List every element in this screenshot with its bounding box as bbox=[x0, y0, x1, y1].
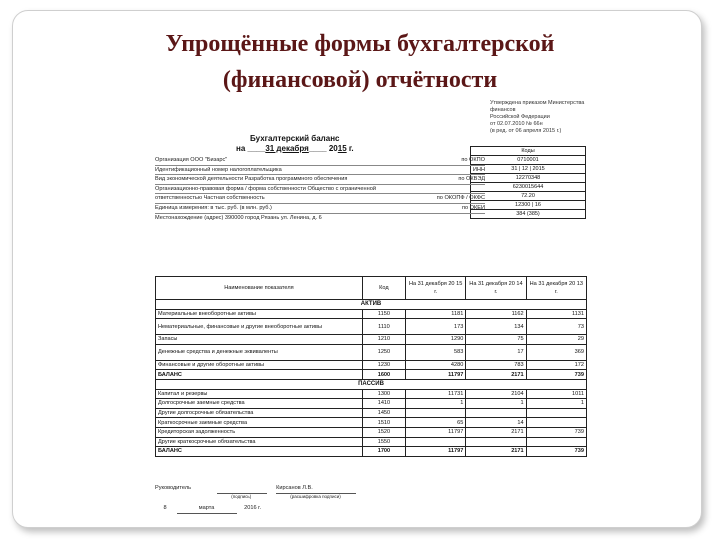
info-row-text: Идентификационный номер налогоплательщика bbox=[155, 166, 282, 173]
cell-v2: 134 bbox=[466, 319, 526, 335]
cell-v3: 1 bbox=[526, 399, 586, 409]
cell-v1 bbox=[405, 437, 465, 447]
col-header-2014: На 31 декабря 20 14 г. bbox=[466, 277, 526, 300]
cell-v2: 1162 bbox=[466, 309, 526, 319]
table-row bbox=[156, 437, 587, 447]
section-row bbox=[156, 379, 587, 389]
cell-v1: 65 bbox=[405, 418, 465, 428]
cell-code: 1110 bbox=[362, 319, 405, 335]
cell-v2: 783 bbox=[466, 360, 526, 370]
info-row bbox=[155, 156, 485, 166]
table-row bbox=[156, 408, 587, 418]
table-row bbox=[156, 360, 587, 370]
col-header-2013: На 31 декабря 20 13 г. bbox=[526, 277, 586, 300]
balance-sheet-scan bbox=[150, 98, 590, 518]
code-value: 12270348 bbox=[471, 174, 586, 183]
cell-v1: 1 bbox=[405, 399, 465, 409]
cell-name: Краткосрочные заемные средства bbox=[156, 418, 363, 428]
code-value: 384 (385) bbox=[471, 210, 586, 219]
cell-v3 bbox=[526, 437, 586, 447]
balance-table bbox=[155, 276, 587, 457]
cell-v1: 11797 bbox=[405, 370, 465, 380]
info-row-text: Вид экономической деятельности Разработка программного обеспечения bbox=[155, 176, 348, 183]
signature-caption: (подпись) bbox=[231, 494, 252, 499]
table-row bbox=[156, 427, 587, 437]
date-prefix: на bbox=[236, 144, 246, 153]
info-row bbox=[155, 185, 485, 195]
cell-v3: 739 bbox=[526, 447, 586, 457]
cell-v2 bbox=[466, 437, 526, 447]
signer-role: Руководитель bbox=[155, 485, 192, 491]
cell-v2: 1 bbox=[466, 399, 526, 409]
col-header-name: Наименование показателя bbox=[156, 277, 363, 300]
cell-name: Денежные средства и денежные эквиваленты bbox=[156, 344, 363, 360]
cell-code: 1510 bbox=[362, 418, 405, 428]
info-row bbox=[155, 194, 485, 204]
info-row-text: Местонахождение (адрес) 390000 город Рязань ул. Ленина, д. 6 bbox=[155, 214, 322, 221]
approval-note-line: от 02.07.2010 № 66н bbox=[490, 121, 543, 127]
cell-code: 1600 bbox=[362, 370, 405, 380]
codes-row bbox=[471, 147, 586, 156]
cell-code: 1300 bbox=[362, 389, 405, 399]
year-suffix: г. bbox=[348, 144, 354, 153]
cell-code: 1410 bbox=[362, 399, 405, 409]
section-row bbox=[156, 300, 587, 310]
table-row bbox=[156, 319, 587, 335]
cell-v2: 75 bbox=[466, 335, 526, 345]
sign-year: 2016 г. bbox=[244, 505, 262, 511]
slide-title-line-1: Упрощённые формы бухгалтерской bbox=[165, 31, 555, 57]
table-row bbox=[156, 399, 587, 409]
code-value: Коды bbox=[471, 147, 586, 156]
table-row bbox=[156, 344, 587, 360]
cell-name: Долгосрочные заемные средства bbox=[156, 399, 363, 409]
name-caption: (расшифровка подписи) bbox=[290, 494, 341, 499]
info-row-code-label: по ОКВЭД bbox=[458, 176, 485, 183]
cell-code: 1700 bbox=[362, 447, 405, 457]
cell-name: Нематериальные, финансовые и другие внеоборотные активы bbox=[156, 319, 363, 335]
info-row-text: ответственностью Частная собственность bbox=[155, 195, 265, 202]
cell-v1: 583 bbox=[405, 344, 465, 360]
cell-code: 1250 bbox=[362, 344, 405, 360]
cell-code: 1520 bbox=[362, 427, 405, 437]
table-row bbox=[156, 389, 587, 399]
cell-v2: 2171 bbox=[466, 370, 526, 380]
cell-code: 1150 bbox=[362, 309, 405, 319]
cell-v3: 1131 bbox=[526, 309, 586, 319]
approval-note-line: Российской Федерации bbox=[490, 114, 550, 120]
table-row bbox=[156, 418, 587, 428]
code-value: 72.20 bbox=[471, 192, 586, 201]
cell-v2: 2171 bbox=[466, 447, 526, 457]
cell-v1 bbox=[405, 408, 465, 418]
cell-name: Другие долгосрочные обязательства bbox=[156, 408, 363, 418]
year-value: 15 bbox=[337, 144, 347, 153]
cell-code: 1550 bbox=[362, 437, 405, 447]
cell-v1: 173 bbox=[405, 319, 465, 335]
cell-v1: 11797 bbox=[405, 427, 465, 437]
cell-v3: 369 bbox=[526, 344, 586, 360]
cell-v2: 2171 bbox=[466, 427, 526, 437]
cell-v3: 172 bbox=[526, 360, 586, 370]
cell-v1: 1290 bbox=[405, 335, 465, 345]
cell-name: БАЛАНС bbox=[156, 447, 363, 457]
slide-title-line-2: (финансовой) отчётности bbox=[222, 67, 498, 93]
signature-block bbox=[155, 484, 455, 514]
cell-v1: 4280 bbox=[405, 360, 465, 370]
col-header-2015: На 31 декабря 20 15 г. bbox=[405, 277, 465, 300]
cell-v3: 29 bbox=[526, 335, 586, 345]
info-row-text: Организационно-правовая форма / форма собственности Общество с ограниченной bbox=[155, 185, 376, 192]
code-value: 0710001 bbox=[471, 156, 586, 165]
date-value: 31 декабря bbox=[265, 144, 309, 153]
balance-title: Бухгалтерский баланс bbox=[250, 134, 340, 143]
cell-name: Материальные внеоборотные активы bbox=[156, 309, 363, 319]
cell-name: Запасы bbox=[156, 335, 363, 345]
cell-v3: 1011 bbox=[526, 389, 586, 399]
cell-v2 bbox=[466, 408, 526, 418]
cell-v3 bbox=[526, 418, 586, 428]
approval-note-line: (в ред. от 06 апреля 2015 г.) bbox=[490, 128, 562, 134]
info-row-code-label: по ОКЕИ bbox=[461, 204, 485, 211]
cell-v3: 739 bbox=[526, 427, 586, 437]
table-row bbox=[156, 309, 587, 319]
cell-v1: 1181 bbox=[405, 309, 465, 319]
sign-month: марта bbox=[177, 504, 237, 514]
info-row bbox=[155, 175, 485, 185]
info-row-code-label: по ОКОПФ / ОКФС bbox=[436, 195, 485, 202]
cell-v2: 17 bbox=[466, 344, 526, 360]
balance-date: на ____31 декабря____ 2015 г. bbox=[236, 144, 354, 153]
cell-v3: 73 bbox=[526, 319, 586, 335]
sign-day: 8 bbox=[163, 505, 167, 511]
table-row bbox=[156, 335, 587, 345]
cell-v3 bbox=[526, 408, 586, 418]
cell-name: Кредиторская задолженность bbox=[156, 427, 363, 437]
approval-note-line: Утверждена приказом Министерства финансов bbox=[490, 100, 585, 113]
cell-v1: 11731 bbox=[405, 389, 465, 399]
organization-info bbox=[155, 156, 495, 222]
cell-v2: 2104 bbox=[466, 389, 526, 399]
cell-v1: 11797 bbox=[405, 447, 465, 457]
info-row-code-label: по ОКПО bbox=[461, 157, 485, 163]
cell-code: 1450 bbox=[362, 408, 405, 418]
info-row-text: Единица измерения: в тыс. руб. (в млн. руб.) bbox=[155, 204, 272, 211]
cell-name: Финансовые и другие оборотные активы bbox=[156, 360, 363, 370]
col-header-code: Код bbox=[362, 277, 405, 300]
cell-v2: 14 bbox=[466, 418, 526, 428]
approval-note bbox=[490, 100, 590, 135]
info-row bbox=[155, 204, 485, 214]
info-row bbox=[155, 166, 485, 176]
cell-code: 1210 bbox=[362, 335, 405, 345]
code-value: 12300 | 16 bbox=[471, 201, 586, 210]
cell-name: Капитал и резервы bbox=[156, 389, 363, 399]
code-value: 31 | 12 | 2015 bbox=[471, 165, 586, 174]
cell-code: 1230 bbox=[362, 360, 405, 370]
code-value: 6230015644 bbox=[471, 183, 586, 192]
section-title: ПАССИВ bbox=[156, 379, 587, 389]
year-prefix: 20 bbox=[328, 144, 338, 153]
slide-title bbox=[40, 26, 680, 98]
cell-name: БАЛАНС bbox=[156, 370, 363, 380]
info-row bbox=[155, 214, 485, 223]
signer-name: Кирсанов Л.В. bbox=[276, 484, 356, 494]
info-row-code-label: ИНН bbox=[472, 166, 485, 173]
cell-name: Другие краткосрочные обязательства bbox=[156, 437, 363, 447]
table-row bbox=[156, 447, 587, 457]
info-row-text: Организация ООО "Бизарс" bbox=[155, 157, 228, 163]
table-row bbox=[156, 370, 587, 380]
cell-v3: 739 bbox=[526, 370, 586, 380]
section-title: АКТИВ bbox=[156, 300, 587, 310]
